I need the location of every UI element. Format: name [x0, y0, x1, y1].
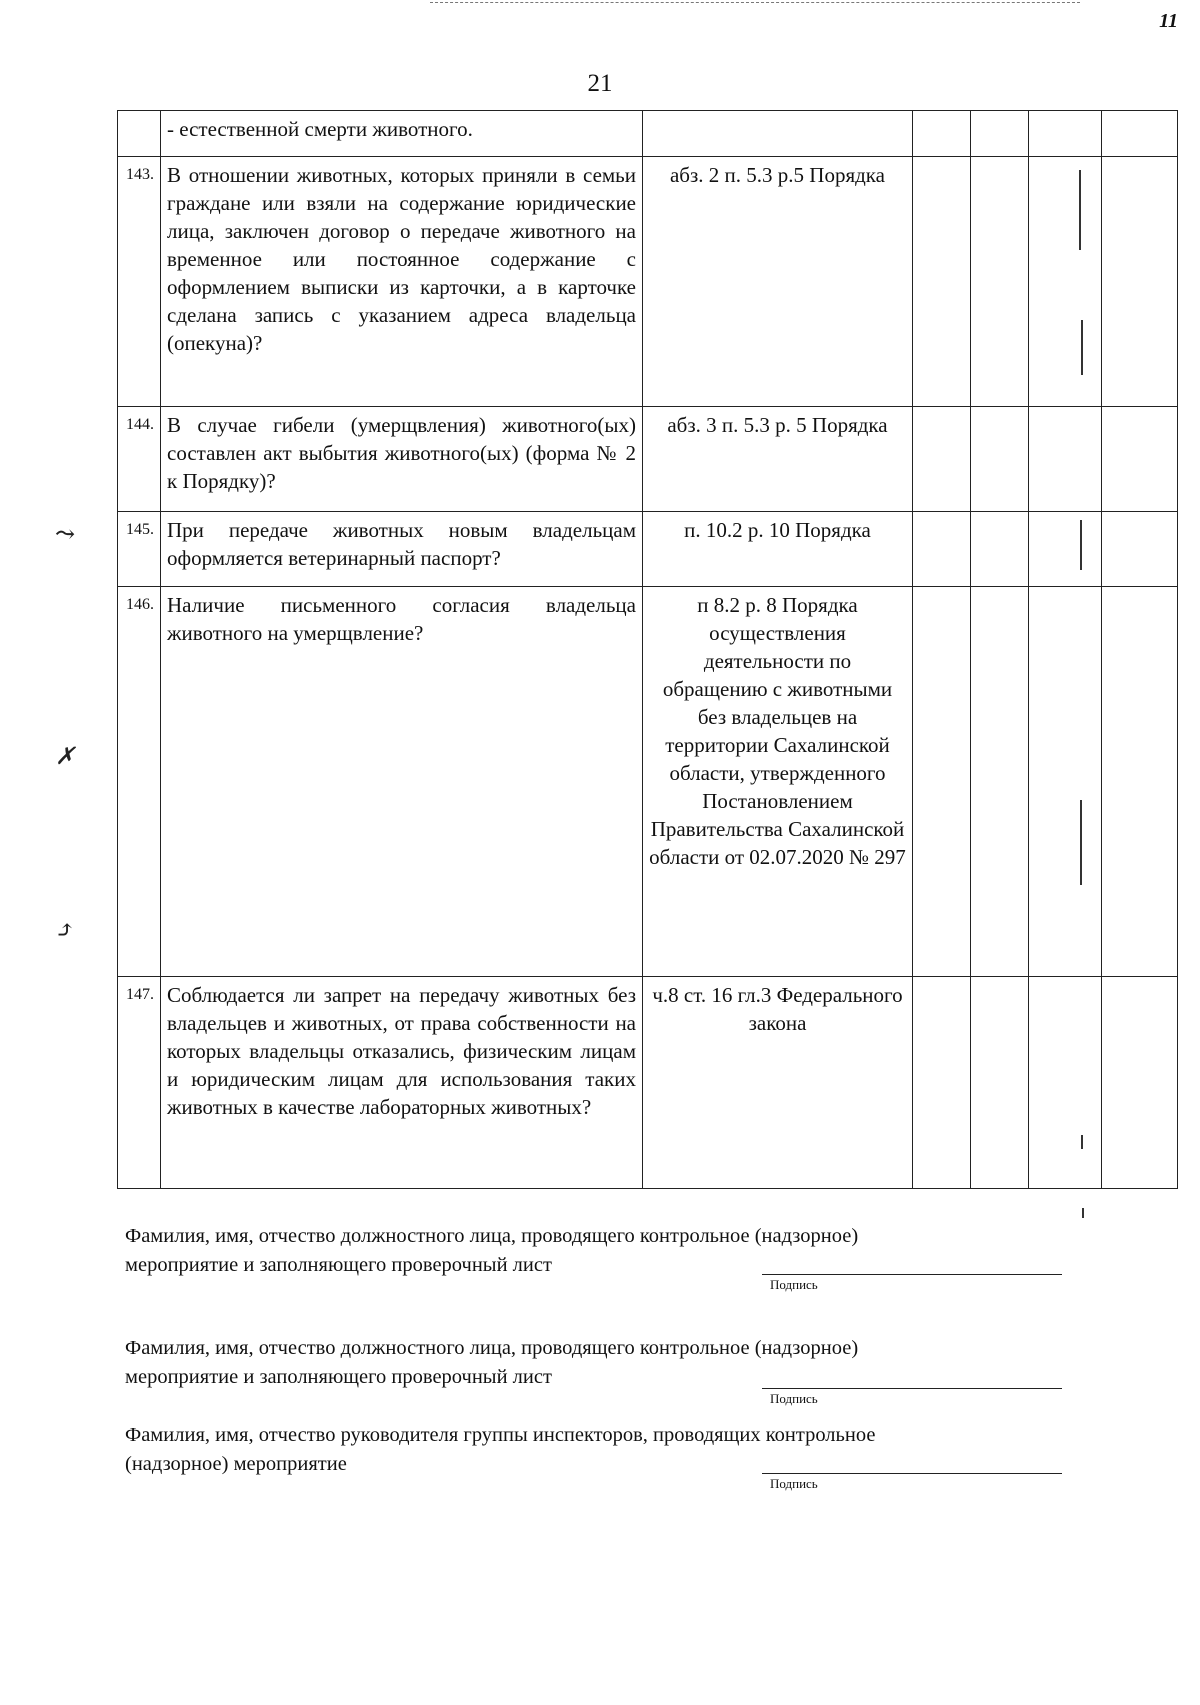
row-question: При передаче животных новым владельцам оформляется ветеринарный паспорт? — [161, 512, 643, 587]
signature-block-1 — [125, 1222, 1175, 1280]
row-number: 144. — [118, 407, 161, 512]
scan-artifact-mark — [1081, 320, 1083, 375]
scan-artifact-mark — [1079, 170, 1081, 250]
answer-yes-cell[interactable] — [913, 157, 971, 407]
row-reference: абз. 3 п. 5.3 р. 5 Порядка — [643, 407, 913, 512]
margin-ink-mark-icon: ⤳ — [55, 522, 76, 548]
note-cell[interactable] — [1102, 587, 1178, 977]
row-number: 145. — [118, 512, 161, 587]
signature-caption: Подпись — [770, 1277, 818, 1292]
signature-label: Фамилия, имя, отчество должностного лица, проводящего контрольное (надзорное) мероприятие и заполняющего проверочный лист — [125, 1337, 859, 1388]
scan-artifact-mark — [1081, 1135, 1083, 1149]
answer-no-cell[interactable] — [971, 157, 1029, 407]
signature-label: Фамилия, имя, отчество должностного лица, проводящего контрольное (надзорное) мероприятие и заполняющего проверочный лист — [125, 1225, 859, 1276]
table-row — [118, 157, 1178, 407]
answer-no-cell[interactable] — [971, 587, 1029, 977]
row-question: Соблюдается ли запрет на передачу животных без владельцев и животных, от права собственности на которых владельцы отказались, физическим лицам и юридическим лицам для использования таких животных в качестве лабораторных животных? — [161, 977, 643, 1189]
note-cell[interactable] — [1102, 977, 1178, 1189]
answer-yes-cell[interactable] — [913, 587, 971, 977]
answer-no-cell[interactable] — [971, 512, 1029, 587]
answer-yes-cell[interactable] — [913, 512, 971, 587]
signature-caption: Подпись — [770, 1476, 818, 1491]
answer-na-cell[interactable] — [1029, 512, 1102, 587]
note-cell[interactable] — [1102, 157, 1178, 407]
answer-na-cell[interactable] — [1029, 111, 1102, 157]
row-question: В отношении животных, которых приняли в семьи граждане или взяли на содержание юридические лица, заключен договор о передаче животного на временное или постоянное содержание с оформлением выписки из карточки, а в карточке сделана запись с указанием адреса владельца (опекуна)? — [161, 157, 643, 407]
answer-no-cell[interactable] — [971, 977, 1029, 1189]
row-reference — [643, 111, 913, 157]
row-reference: ч.8 ст. 16 гл.3 Федерального закона — [643, 977, 913, 1189]
table-row — [118, 512, 1178, 587]
answer-yes-cell[interactable] — [913, 111, 971, 157]
answer-na-cell[interactable] — [1029, 157, 1102, 407]
margin-ink-mark-icon: ✗ — [55, 744, 76, 770]
note-cell[interactable] — [1102, 407, 1178, 512]
signature-line-1[interactable] — [762, 1274, 1062, 1275]
top-dashed-rule — [430, 2, 1080, 3]
row-number: 143. — [118, 157, 161, 407]
table-row — [118, 407, 1178, 512]
margin-ink-mark-icon: ⤴ — [55, 918, 76, 944]
signature-label: Фамилия, имя, отчество руководителя группы инспекторов, проводящих контрольное (надзорное) мероприятие — [125, 1424, 876, 1475]
scan-artifact-mark — [1080, 800, 1082, 885]
signature-caption: Подпись — [770, 1391, 818, 1406]
signature-block-3 — [125, 1421, 1175, 1479]
row-number: 147. — [118, 977, 161, 1189]
table-row — [118, 111, 1178, 157]
answer-yes-cell[interactable] — [913, 977, 971, 1189]
answer-no-cell[interactable] — [971, 111, 1029, 157]
checklist-table — [117, 110, 1178, 1189]
corner-handwritten-mark: 11 — [1159, 10, 1178, 32]
row-reference: абз. 2 п. 5.3 р.5 Порядка — [643, 157, 913, 407]
table-row — [118, 587, 1178, 977]
row-number: 146. — [118, 587, 161, 977]
signature-block-2 — [125, 1334, 1175, 1392]
signature-line-3[interactable] — [762, 1473, 1062, 1474]
row-question: - естественной смерти животного. — [161, 111, 643, 157]
note-cell[interactable] — [1102, 512, 1178, 587]
answer-yes-cell[interactable] — [913, 407, 971, 512]
scan-artifact-mark — [1082, 1208, 1084, 1218]
row-reference: п 8.2 р. 8 Порядка осуществления деятельности по обращению с животными без владельцев на территории Сахалинской области, утвержденного Постановлением Правительства Сахалинской области от 02.07.2020 № 297 — [643, 587, 913, 977]
row-question: В случае гибели (умерщвления) животного(ых) составлен акт выбытия животного(ых) (форма № 2 к Порядку)? — [161, 407, 643, 512]
row-question: Наличие письменного согласия владельца животного на умерщвление? — [161, 587, 643, 977]
row-reference: п. 10.2 р. 10 Порядка — [643, 512, 913, 587]
scan-artifact-mark — [1080, 520, 1082, 570]
table-row — [118, 977, 1178, 1189]
answer-na-cell[interactable] — [1029, 977, 1102, 1189]
signature-line-2[interactable] — [762, 1388, 1062, 1389]
note-cell[interactable] — [1102, 111, 1178, 157]
answer-na-cell[interactable] — [1029, 407, 1102, 512]
row-number — [118, 111, 161, 157]
page-number: 21 — [587, 70, 613, 97]
answer-no-cell[interactable] — [971, 407, 1029, 512]
answer-na-cell[interactable] — [1029, 587, 1102, 977]
